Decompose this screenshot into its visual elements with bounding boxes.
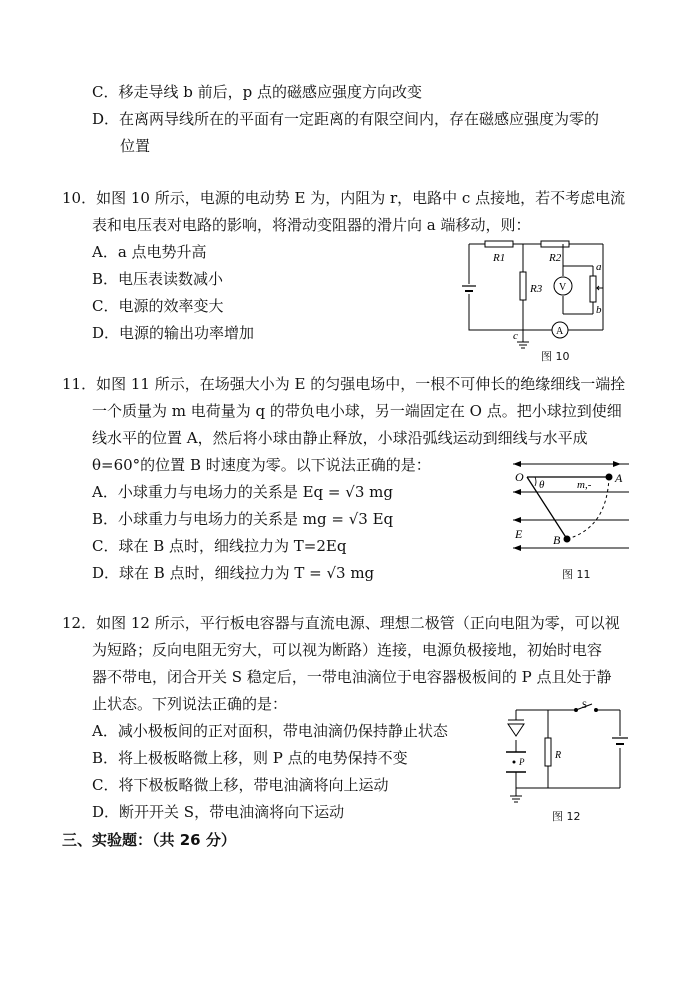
- figure-12-circuit: [500, 700, 632, 808]
- label-r2: R2: [549, 252, 562, 264]
- resistor-r1: [485, 241, 513, 247]
- label-theta: θ: [539, 479, 545, 491]
- q10-option-d: D．电源的输出功率增加: [92, 324, 255, 342]
- oil-drop-p: [513, 761, 516, 764]
- rheostat: [590, 276, 596, 302]
- q9-option-c: C．移走导线 b 前后，p 点的磁感应强度方向改变: [92, 83, 422, 101]
- q11-stem-line2: 一个质量为 m 电荷量为 q 的带负电小球，另一端固定在 O 点。把小球拉到使细: [92, 402, 622, 420]
- ball-a: [606, 474, 613, 481]
- q11-option-d: D．球在 B 点时，细线拉力为 T = √3 mg: [92, 564, 375, 582]
- string-ob: [527, 477, 567, 539]
- q10-option-a: A．a 点电势升高: [92, 243, 207, 261]
- figure-12-caption: 图 12: [552, 810, 581, 823]
- q9-option-d-cont: 位置: [120, 137, 151, 155]
- figure-10-circuit: [455, 230, 625, 355]
- label-a-meter: A: [556, 326, 564, 337]
- label-c: c: [513, 330, 518, 342]
- label-r3: R3: [530, 283, 543, 295]
- q12-option-a: A．减小极板间的正对面积，带电油滴仍保持静止状态: [92, 722, 448, 740]
- battery-symbol: [612, 738, 628, 744]
- label-p: P: [519, 757, 525, 767]
- label-o: O: [515, 470, 524, 484]
- q12-option-d: D．断开开关 S，带电油滴将向下运动: [92, 803, 345, 821]
- q11-stem-line3: 线水平的位置 A，然后将小球由静止释放，小球沿弧线运动到细线与水平成: [92, 429, 588, 447]
- resistor-r: [545, 738, 551, 766]
- q9-option-d: D．在离两导线所在的平面有一定距离的有限空间内，存在磁感应强度为零的: [92, 110, 600, 128]
- figure-11-field: [505, 458, 635, 556]
- resistor-r2: [541, 241, 569, 247]
- q12-option-b: B．将上极板略微上移，则 P 点的电势保持不变: [92, 749, 408, 767]
- label-a-point: A: [615, 471, 623, 485]
- q11-option-b: B．小球重力与电场力的关系是 mg = √3 Eq: [92, 510, 394, 528]
- q12-stem-line3: 器不带电，闭合开关 S 稳定后，一带电油滴位于电容器极板间的 P 点且处于静: [92, 668, 612, 686]
- label-v: V: [559, 282, 567, 293]
- q11-option-a: A．小球重力与电场力的关系是 Eq = √3 mg: [92, 483, 393, 501]
- q12-stem-line4: 止状态。下列说法正确的是：: [92, 695, 288, 713]
- q12-option-c: C．将下极板略微上移，带电油滴将向上运动: [92, 776, 389, 794]
- resistor-r3: [520, 272, 526, 300]
- label-b-point: B: [553, 533, 561, 547]
- label-b: b: [596, 304, 602, 316]
- label-m: m,-: [577, 479, 592, 491]
- label-r: R: [555, 750, 562, 761]
- label-r1: R1: [493, 252, 506, 264]
- q10-stem-line2: 表和电压表对电路的影响，将滑动变阻器的滑片向 a 端移动，则：: [92, 216, 531, 234]
- q12-stem-line2: 为短路；反向电阻无穷大，可以视为断路）连接，电源负极接地，初始时电容: [92, 641, 603, 659]
- label-s: S: [582, 700, 588, 710]
- diode: [508, 720, 524, 736]
- q10-option-c: C．电源的效率变大: [92, 297, 224, 315]
- q10-option-b: B．电压表读数减小: [92, 270, 224, 288]
- q11-stem-line4: θ=60°的位置 B 时速度为零。以下说法正确的是：: [92, 456, 431, 474]
- q10-stem-line1: 10．如图 10 所示，电源的电动势 E 为，内阻为 r，电路中 c 点接地，若不考虑电流: [62, 189, 626, 207]
- figure-10-caption: 图 10: [541, 350, 570, 363]
- battery-symbol: [461, 284, 477, 294]
- q12-stem-line1: 12．如图 12 所示，平行板电容器与直流电源、理想二极管（正向电阻为零，可以视: [62, 614, 620, 632]
- q11-stem-line1: 11．如图 11 所示，在场强大小为 E 的匀强电场中，一根不可伸长的绝缘细线一端拴: [62, 375, 626, 393]
- q11-option-c: C．球在 B 点时，细线拉力为 T=2Eq: [92, 537, 347, 555]
- section-heading-experiments: 三、实验题：（共 26 分）: [62, 831, 236, 849]
- ball-b: [564, 536, 571, 543]
- label-a: a: [596, 261, 602, 273]
- label-e: E: [515, 527, 523, 541]
- figure-11-caption: 图 11: [562, 568, 591, 581]
